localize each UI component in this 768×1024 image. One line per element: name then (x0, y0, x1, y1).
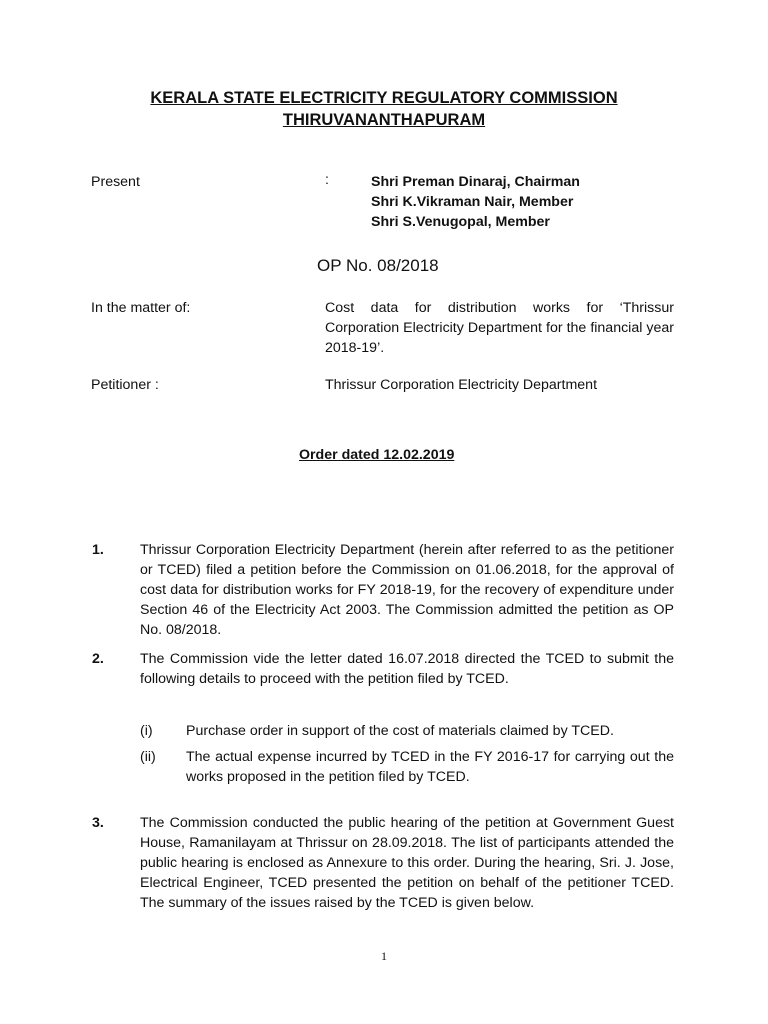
matter-text: Cost data for distribution works for ‘Thrissur Corporation Electricity Department for the financial year 2018-19’. (325, 300, 674, 356)
sub-item-2-number: (ii) (140, 749, 156, 765)
paragraph-3-text: The Commission conducted the public hearing of the petition at Government Guest House, Ramanilayam at Thrissur on 28.09.2018. The list of participants attended the public hearing is enclosed as Annexure to this order. During the hearing, Sri. J. Jose, Electrical Engineer, TCED presented the petition on behalf of the petitioner TCED. The summary of the issues raised by the TCED is given below. (140, 815, 674, 911)
paragraph-1-text: Thrissur Corporation Electricity Department (herein after referred to as the petitioner or TCED) filed a petition before the Commission on 01.06.2018, for the approval of cost data for distribution works for FY 2018-19, for the recovery of expenditure under Section 46 of the Electricity Act 2003. The Commission admitted the petition as OP No. 08/2018. (140, 542, 674, 638)
paragraph-2-text: The Commission vide the letter dated 16.07.2018 directed the TCED to submit the following details to proceed with the petition filed by TCED. (140, 651, 674, 687)
commission-location: THIRUVANANTHAPURAM (282, 111, 486, 129)
member-2: Shri S.Venugopal, Member (371, 214, 550, 230)
member-chairman: Shri Preman Dinaraj, Chairman (371, 174, 580, 190)
present-colon: : (325, 172, 329, 188)
petitioner-name: Thrissur Corporation Electricity Department (325, 377, 598, 393)
commission-title: KERALA STATE ELECTRICITY REGULATORY COMMISSION (150, 89, 618, 107)
petitioner-label: Petitioner : (91, 377, 159, 393)
sub-item-2-text: The actual expense incurred by TCED in the FY 2016-17 for carrying out the works proposed in the petition filed by TCED. (186, 749, 674, 785)
op-number: OP No. 08/2018 (317, 256, 439, 275)
page-number: 1 (381, 949, 387, 963)
paragraph-2-number: 2. (92, 651, 104, 667)
sub-item-1-text: Purchase order in support of the cost of materials claimed by TCED. (186, 723, 614, 739)
present-label: Present (91, 174, 140, 190)
paragraph-3-number: 3. (92, 815, 104, 831)
sub-item-1-number: (i) (140, 723, 153, 739)
present-members (371, 172, 580, 232)
matter-label: In the matter of: (91, 300, 191, 316)
order-date-title: Order dated 12.02.2019 (299, 447, 455, 463)
member-1: Shri K.Vikraman Nair, Member (371, 194, 574, 210)
paragraph-1-number: 1. (92, 542, 104, 558)
